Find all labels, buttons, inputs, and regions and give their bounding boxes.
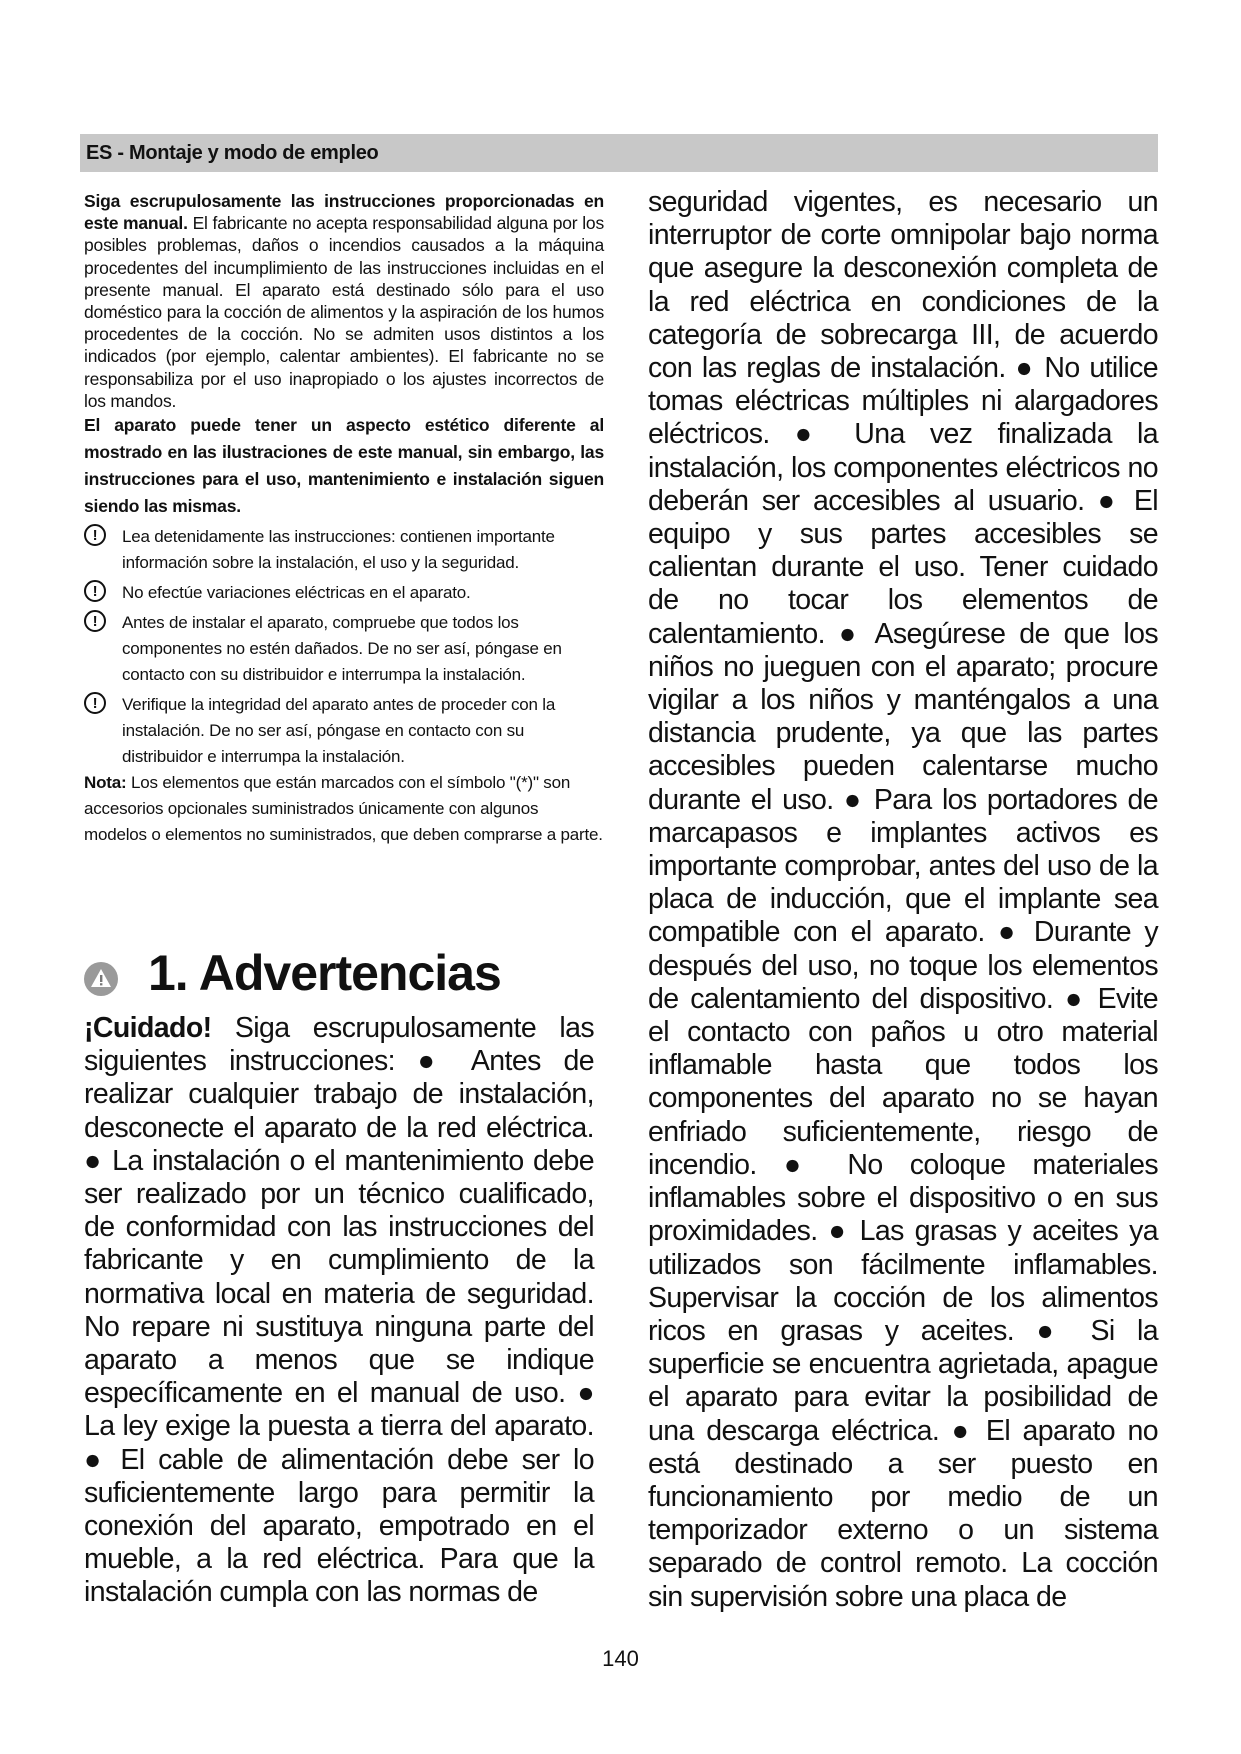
intro-bold-lead: Siga escrupulosamente las instrucciones proporcionadas en este manual. bbox=[84, 191, 604, 234]
intro-bold-notice: El aparato puede tener un aspecto estético diferente al mostrado en las ilustraciones de este manual, sin embargo, las instrucciones para el uso, mantenimiento e instalación siguen siendo las mismas. bbox=[84, 415, 604, 517]
nota-label: Nota: bbox=[84, 773, 127, 793]
advertencias-right-text: seguridad vigentes, es necesario un interruptor de corte omnipolar bajo norma que asegure la desconexión completa de la red eléctrica en condiciones de la categoría de sobrecarga III, de acuerdo con las reglas de instalación. ● No utilice tomas eléctricas múltiples ni alargadores eléctricos. ● Una vez finalizada la instalación, los componentes eléctricos no deberán ser accesibles al usuario. ● El equipo y sus partes accesibles se calientan durante el uso. Tener cuidado de no tocar los elementos de calentamiento. ● Asegúrese de que los niños no jueguen con el aparato; procure vigilar a los niños y manténgalos a una distancia prudente, ya que las partes accesibles pueden calentarse mucho durante el uso. ● Para los portadores de marcapasos e implantes activos es importante comprobar, antes del uso de la placa de inducción, que el implante sea compatible con el aparato. ● Durante y después del uso, no toque los elementos de calentamiento del dispositivo. ● Evite el contacto con paños u otro material inflamable hasta que todos los componentes del aparato no se hayan enfriado suficientemente, riesgo de incendio. ● No coloque materiales inflamables sobre el dispositivo o en sus proximidades. ● Las grasas y aceites ya utilizados son fácilmente inflamables. Supervisar la cocción de los alimentos ricos en grasas y aceites. ● Si la superficie se encuentra agrietada, apague el aparato para evitar la posibilidad de una descarga eléctrica. ● El aparato no está destinado a ser puesto en funcionamiento por medio de un temporizador externo o un sistema separado de control remoto. La cocción sin supervisión sobre una placa de bbox=[648, 186, 1158, 1613]
exclamation-circle-icon: ! bbox=[84, 610, 106, 632]
section-heading bbox=[84, 944, 604, 1014]
caution-label: ¡Cuidado! bbox=[84, 1012, 212, 1044]
warning-item bbox=[84, 524, 604, 576]
intro-paragraph bbox=[84, 190, 604, 412]
warning-triangle-icon bbox=[84, 962, 118, 996]
nota-paragraph bbox=[84, 770, 604, 848]
warning-text: Lea detenidamente las instrucciones: contienen importante información sobre la instalación, el uso y la seguridad. bbox=[122, 527, 555, 573]
intro-text: El fabricante no acepta responsabilidad alguna por los posibles problemas, daños o incendios causados a la máquina procedentes del incumplimiento de las instrucciones incluidas en el presente manual. El aparato está destinado sólo para el uso doméstico para la cocción de alimentos y la aspiración de los humos procedentes de la cocción. No se admiten usos distintos a los indicados (por ejemplo, calentar ambientes). El fabricante no se responsabiliza por el uso inapropiado o los ajustes incorrectos de los mandos. bbox=[84, 213, 604, 411]
advertencias-left-text bbox=[84, 1012, 594, 1610]
nota-text: Los elementos que están marcados con el símbolo "(*)" son accesorios opcionales suministrados únicamente con algunos modelos o elementos no suministrados, que deben comprarse a parte. bbox=[84, 773, 603, 845]
warning-text: Verifique la integridad del aparato antes de proceder con la instalación. De no ser así, póngase en contacto con su distribuidor e interrumpa la instalación. bbox=[122, 695, 556, 767]
exclamation-circle-icon: ! bbox=[84, 580, 106, 602]
exclamation-circle-icon: ! bbox=[84, 692, 106, 714]
warning-item bbox=[84, 610, 604, 688]
intro-column bbox=[84, 190, 604, 848]
warning-text: Antes de instalar el aparato, compruebe que todos los componentes no estén dañados. De no ser así, póngase en contacto con su distribuidor e interrumpa la instalación. bbox=[122, 613, 562, 685]
section-header-bar bbox=[80, 134, 1158, 172]
warning-item bbox=[84, 692, 604, 770]
section-title: 1. Advertencias bbox=[148, 945, 501, 1001]
advertencias-body: Siga escrupulosamente las siguientes instrucciones: ● Antes de realizar cualquier trabajo de instalación, desconecte el aparato de la red eléctrica. ● La instalación o el mantenimiento debe ser realizado por un técnico cualificado, de conformidad con las instrucciones del fabricante y en cumplimiento de la normativa local en materia de seguridad. No repare ni sustituya ninguna parte del aparato a menos que se indique específicamente en el manual de uso. ● La ley exige la puesta a tierra del aparato. ● El cable de alimentación debe ser lo suficientemente largo para permitir la conexión del aparato, empotrado en el mueble, a la red eléctrica. Para que la instalación cumpla con las normas de bbox=[84, 1012, 594, 1609]
page-number: 140 bbox=[602, 1646, 639, 1671]
warning-item bbox=[84, 580, 604, 606]
header-title: ES - Montaje y modo de empleo bbox=[86, 142, 379, 164]
exclamation-circle-icon: ! bbox=[84, 524, 106, 546]
warning-text: No efectúe variaciones eléctricas en el aparato. bbox=[122, 583, 471, 603]
